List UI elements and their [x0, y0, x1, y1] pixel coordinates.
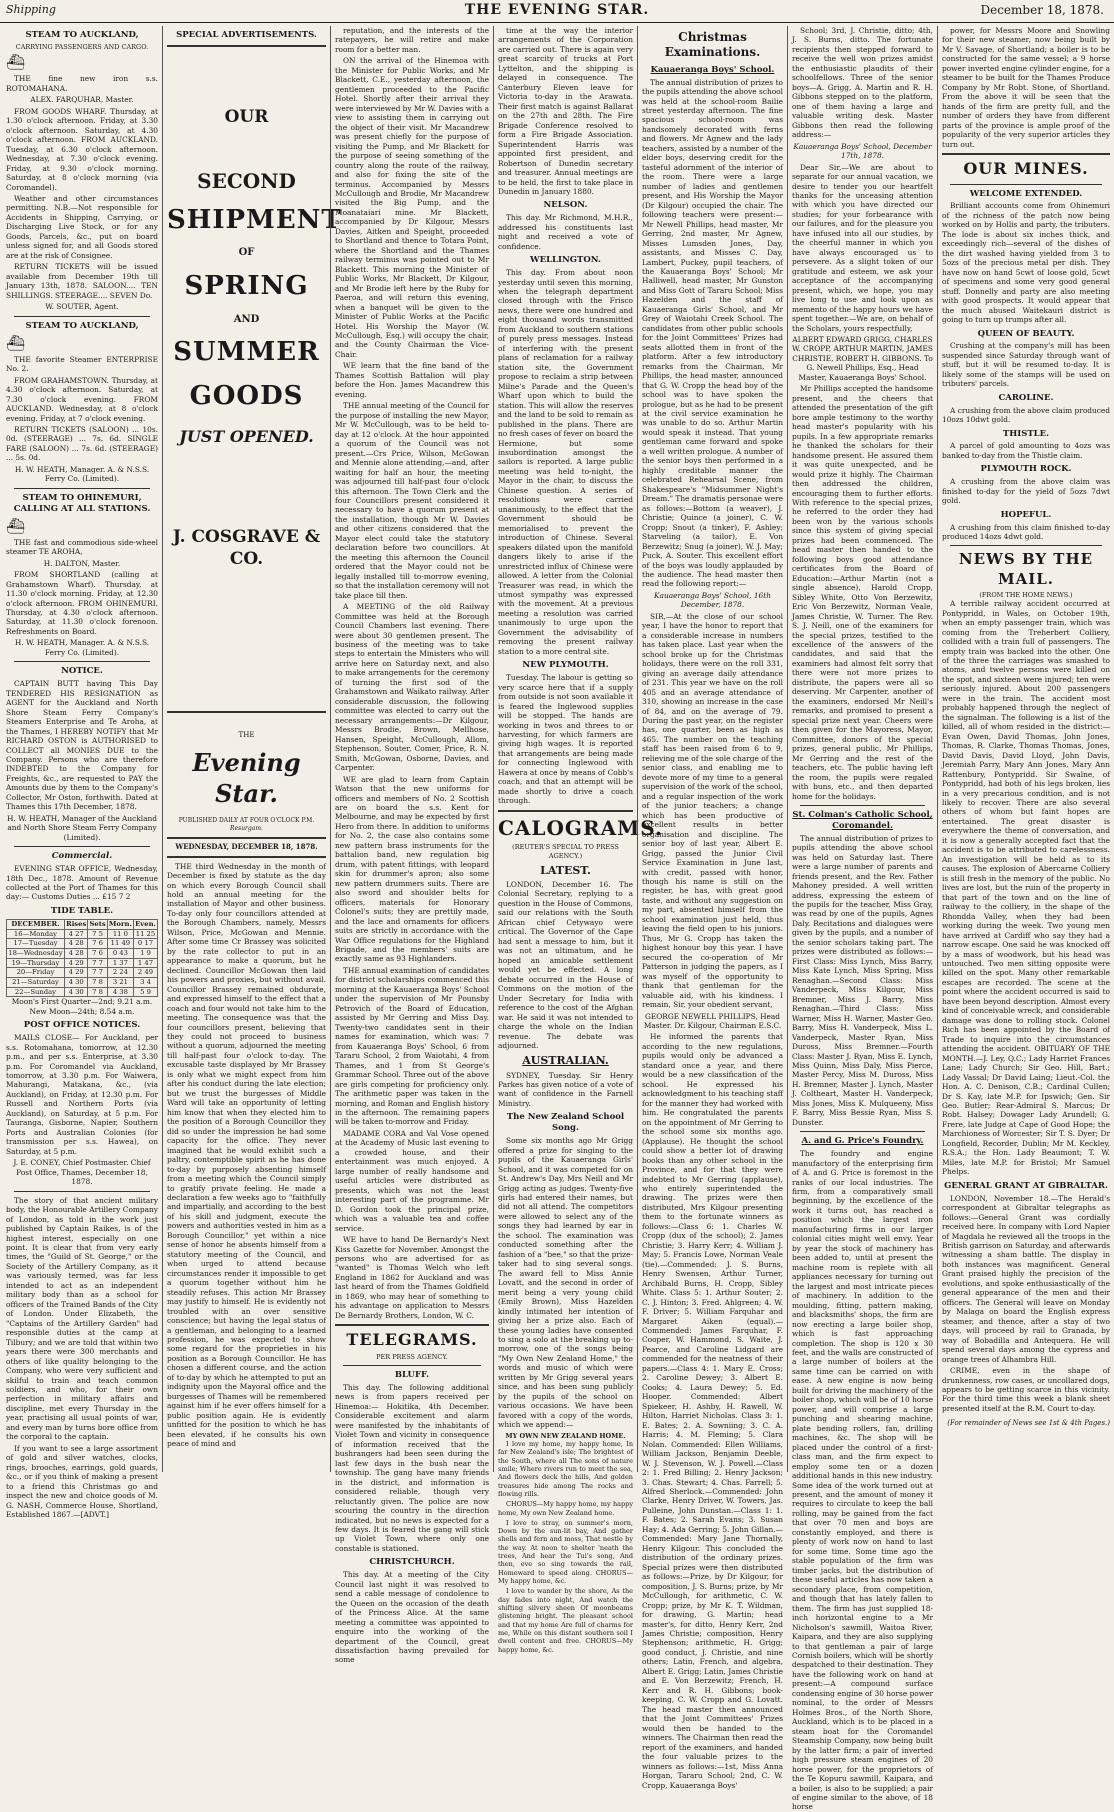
tide-cell: 7 7 [88, 958, 107, 968]
post-office-heading: POST OFFICE NOTICES. [23, 1020, 141, 1031]
tide-cell: 1 47 [133, 958, 157, 968]
new-plymouth-text: Tuesday. The labour is getting so very scarce here that if a supply from outside is not soon available it is feared the Inglewood supplies will be stopped. The hands are working in twos and threes to or harvesting, for which farmers are giving high wages. It is reported that arrangements are being made for connecting Inglewood with Hawera at once by means of Cobb's coach, and that an attempt will be made shortly to drive a coach through. [498, 673, 633, 806]
telegrams-heading: TELEGRAMS. [346, 1330, 478, 1350]
report-signature: GEORGE NEWELL PHILLIPS, Head Master. Dr. Kilgour, Chairman E.S.C. [643, 1011, 782, 1030]
heath-manager: H. W. HEATH, Manager. A. & N.S.S. Ferry Co. (Limited). [14, 464, 150, 484]
local-item: THE annual examination of candidates for district scholarships commenced this morning at the Kauaeranga Boys' School under the supervision of Mr Pounsby Petrovich of the Board of Education, assisted by Mr Gerring and Miss Day. Twenty-two candidates sent in their names for examination, which was: 7 from Kauaeranga Boys' School, 6 from Tararu School, 2 from Waiotahi, 4 from Thames, and 1 from St George's Grammar School. Three out of the above are girls competing for proficiency only. The arithmetic paper was taken in the morning, and Roman and English history in the afternoon. The remaining papers will be taken to-morrow and Friday. [335, 965, 489, 1127]
tide-cell: 7 6 [88, 939, 107, 949]
auckland-steam-subheading: CARRYING PASSENGERS AND CARGO. [15, 42, 149, 51]
tide-table [6, 919, 158, 998]
foundry-text: The foundry and engine manufactory of the enterprising firm of A. and G. Price is foremost in the ranks of our local industries. The firm, from a comparatively small beginning, by the excellence of the work it turns out, has reached a position which the largest iron manufacturing firms in our larger colonial cities might well envy. Year by year the stock of machinery has been added to, until at present the machine room is replete with all appliances necessary for turning out the largest and most intricate pieces of machinery. In addition to the moulding, fitting, pattern making, and blacksmiths' shops, the firm are now erecting a large boiler shop, which is fast approaching completion. The shop is 120 x 30 feet, and the walls are constructed of a large number of boilers at the same time can be carried on with ease. A new engine is now being built for driving the machinery of the boiler shop, which will be of 10 horse power, and will comprise a large punching and shearing machine, plate bending rollers, fan, drilling machines, &c. The shop will be placed under the control of a first-class man, and the firm expect to employ some ten or a dozen additional hands in this new industry. Some idea of the work turned out at present, and the amount of money it requires to circulate to keep the ball rolling, may be gained from the fact that over 70 men and boys are constantly employed, and there is plenty of work now on hand to last for some time. Some time ago the stable population of the firm was timber jacks, but the distribution of these useful articles has now taken a secondary place, from competition, and though that has lately fallen to them. The firm has just supplied 18-inch horizontal engine to a Mr Nicholson's sawmill, Waitoa River, Kaipara, and they are also supplying to that gentleman a pair of large Cornish boilers, which will be shortly despatched to their destination. They have the following work on hand at present:—A compound surface condensing engine of 30 horse power nominal, to the order of Messrs Holmes Bros., of the North Shore, Auckland, which is to be placed in a steam boat for the Coromandel Steamship Company, now being built by the latter firm; a pair of inverted high pressure steam engines of 20 horse power, for the proprietors of the Te Kopuru sawmill, Kaipara, and a boiler, is also to be supplied; a pair of engine similar to the above, of 18 horse [792, 1149, 933, 1812]
news-by-mail-heading: NEWS BY THE MAIL. [958, 550, 1094, 588]
tide-col: Even. [135, 919, 156, 928]
leader-article: THE third Wednesday in the month of December is fixed by statute as the day on which every Borough Council shall hold an annual meeting for the installation of Mayor and other business. To-day only four councillors attended at the Borough Chambers, namely, Messrs Wilson, Price, McGowan and Mennie. After some time Cr Brassey was solicited by the rate collector to put in an appearance to make a quorum, but he declined. Councillor McGowan then laid his powers and proxies, but without avail. Councillor Brassey remained obdurate, and expressed himself to the effect that a coach and four would not take him to the meeting. The consequence was that the four councillors present, believing that they could not proceed to business without a quorum, adjourned the meeting till half-past four o'clock to-day. The excusable taste displayed by Mr Brassey is only what we might expect from him after his conduct during the late election; but we trust the burgesses of Middle Ward will take an opportunity of letting him know that when they elected him to the position of a Borough Councillor they did so under the impression he had some capacity for the office. They never imagined that he would exhibit such a paltry, contemptible spirit as he has done to-day by purposely absenting himself from a meeting which the Council simply to gratify private feeling. He made a declaration a few weeks ago to "faithfully and impartially, and according to the best of his skill and judgment, execute the powers and authorities vested in him as a Borough Councillor," yet within a nice sense of honor he absents himself from a statutory meeting of the Council, and when urged to attend because circumstances render it impossible to get a quorum together without him he steadily refuses. This action Mr Brassey may justify to himself. He is evidently not troubled with an over sensitive conscience; but having the legal status of a gentleman, and belonging to a learned profession, he was expected to show some regard for the proprieties in his position as a Borough Councillor. He has chosen a different course, and the action of to-day by which he attempted to put an indignity upon the Mayoral office and the burgesses of Thames will be remembered against him if he ever offers himself for a public position again. He is evidently unfitted for the position to which he has been elevated, if he consults his own peace of mind and [167, 861, 326, 1449]
section-label: Shipping [6, 3, 56, 16]
heath-manager-2: H. W. HEATH, Manager. A. & N.S.S. Ferry Co. (Limited). [14, 638, 150, 657]
mine-text: Crushing at the company's mill has been suspended since Saturday through want of stuff, but it will be resumed to-day. It is likely some of the stamps will be used on tributers' parcels. [942, 341, 1110, 389]
tide-cell: 0 43 [107, 948, 133, 958]
tide-row [7, 977, 158, 987]
tide-cell: 4 28 [64, 939, 87, 949]
ad-word: OF [238, 247, 255, 259]
ad-word: SUMMER [173, 337, 320, 368]
tide-cell: 11 0 [107, 929, 133, 939]
song-verse: I love my home, my happy home, In far New Zealand's isle; The brightest of the South, where all The sons of nature smile; Where rivers run to meet the sea, And flowers deck the hills, And golden treasures hide among The rocks and flowing rills. [498, 1440, 633, 1498]
tide-cell: 0 17 [133, 939, 157, 949]
ship-te-aroha: THE fast and commodious side-wheel steamer TE AROHA, [6, 537, 158, 557]
mine-heading: HOPEFUL. [1000, 509, 1052, 520]
presentation-text: Mr Phillips accepted the handsome present, and the cheers that attended the presentation of the gift bore ample testimony to the worthy head master's popularity with his pupils. In a few appropriate remarks he thanked the scholars for their handsome present. He assured them it was quite unexpected, and he would prize it highly. The Chairman then addressed the children, encouraging them to further efforts. With reference to the special prizes, he referred to the order they had been won by the various schools since this system of giving special prizes had been commenced. The head master then handed to the following boys good attendance certificates from the Board of Education:—Arthur Martin (not a single absence), Harold Cropp, Sibley White, Otto Von Berzewitz, Eric Von Berzewitz, Norman Veale, James Christie, W. Turner. The Rev. S. J. Neill, one of the examiners for the special prizes, testified to the excellence of the answers of the candidates, and said that the examiners had almost felt sorry that there were not more prizes to distribute, the papers were all so deserving. Mr Carpenter, another of the examiners, endorsed Mr Neill's remarks, and promised to present a special prize next year. Cheers were then given for the Mayoress, Mayor, Committee, donors of the special prizes, general public, Mr Phillips, Mr Gerring and the rest of the teachers, etc. The public having left the room, the pupils were regaled with buns, etc., and then departed home for the holidays. [792, 384, 933, 801]
te-aroha-schedule: FROM SHORTLAND (calling at Grahamstown Wharf). Thursday, at 11.30 o'clock morning. Friday, at 12.30 o'clock afternoon. FROM OHINEMURI. Thursday, at 4.30 o'clock afternoon. Saturday, at 11.30 o'clock forenoon. Refreshments on Board. [6, 570, 158, 636]
school-song-text: Some six months ago Mr Grigg offered a prize for singing to the pupils of the Kauaeranga Girls' School, and it was competed for on St. Andrew's Day, Mrs Neill and Mr Grigg acting as judges. Twenty-five girls had entered their names, but did not all attend. The competitors were allowed to select any of the songs they had learned by ear in the school. The examination was conducted something after the fashion of a "bee," so that the prize-taker had to sing several songs. The award fell to Miss Annie Lovatt, and the second in order of merit being a very young child (Emily Brown), Miss Hazelden kindly intimated her intention of giving her a prize also. Each of these young ladies have consented to sing a solo at the breaking up to-morrow, one of the songs being "My Own New Zealand Home," the words and music of which were written by Mr Grigg several years since, and has been sung publicly by the pupils of the school on various occasions. We have been favored with a copy of the words, which we append:— [498, 1136, 633, 1430]
column-examinations [637, 26, 787, 1790]
australian-heading: AUSTRALIAN. [522, 1054, 609, 1068]
commercial-heading: Commercial. [51, 851, 113, 862]
tide-col: Sets [89, 919, 106, 928]
tide-row [7, 987, 158, 997]
footnote: (For remainder of News see 1st & 4th Pages.) [947, 1419, 1110, 1428]
column-local-news [330, 26, 493, 1665]
address-heading: Kauaeranga Boys' School, December 17th, 1878. [793, 141, 932, 161]
column-shipping [2, 26, 162, 1520]
tide-col: Morn. [108, 919, 132, 928]
ship-icon: ⛴ [6, 333, 26, 352]
news-by-mail-subheading: (FROM THE HOME NEWS.) [979, 590, 1073, 599]
bluff-heading: BLUFF. [394, 1370, 430, 1381]
ohinemuri-heading: STEAM TO OHINEMURI, CALLING AT ALL STATIONS. [13, 492, 151, 514]
artillery-story: The story of that ancient military body, the Honourable Artillery Company of London, as told in the work just published by Captain Raikes, is of the highest interest, especially on one point. It is clear that from very early times, the "Guild of St. George," or the Society of the Artillery Company, as it was variously termed, was far less intended to act as an independent military body than as a school for officers of the Trained Bands of the City of London. Under Elizabeth, the "Captains of the Artillery Garden" had responsible duties at the camp at Tilbury; and we are told that within two years there were 300 merchants and others of like quality belonging to the Company, who were very sufficient and skilful to train and teach common soldiers, and who, for their own perfection in military affairs and discipline, met every Thursday in the year, practising all usual points of war, and every man by turns bore office from the corporal to the captain. [6, 1195, 158, 1442]
paper-title: Evening Star. [192, 747, 301, 808]
tide-cell: 20—Friday [7, 968, 65, 978]
mine-text: Brilliant accounts come from Ohinemuri of the richness of the patch now being worked on by Hollis and party, the tributers. The lode is about six inches thick, and exceedingly rich—several of the dishes of the dirt washed having yielded from 3 to 5ozs of the precious metal per dish. They have now on hand 5cwt of loose gold, 5cwt of specimens and some very good general stuff. Donnelly and party are also meeting with good prospects. It would appear that the much abused Waitekauri district is going to turn up trumps after all. [942, 201, 1110, 325]
tide-row [7, 939, 158, 949]
local-item: MADAME CORA and Val Vose opened at the Academy of Music last evening to a crowded house, and their entertainment was much enjoyed. A large number of really handsome and useful articles were distributed as presents, which was not the least interesting part of the programme. Mr D. Gordon took the principal prize, which was a valuable tea and coffee service. [335, 1128, 489, 1233]
song-title: MY OWN NEW ZEALAND HOME. [505, 1431, 626, 1440]
ad-word: OUR [224, 106, 269, 127]
tide-cell: 7 6 [88, 948, 107, 958]
motto: Resurgam. [230, 824, 263, 832]
master-dalton: H. DALTON, Master. [43, 558, 121, 568]
notice-text: CAPTAIN BUTT having This Day TENDERED HIS RESIGNATION as AGENT for the Auckland and North Shore Steam Ferry Company's Steamers Enterprise and Te Aroha, at the Thames, I HEREBY NOTIFY that Mr RICHARD OSTON is AUTHORISED to COLLECT all MONIES DUE to the Company. Persons who are therefore INDEBTED to the Company for Freights, &c., are requested to PAY the Amounts due by them to the Company's Collector, Mr Oston, forthwith. Dated at Thames this 17th December, 1878. [6, 679, 158, 812]
tide-cell: 7 8 [88, 977, 107, 987]
calograms-subheading: (REUTER'S SPECIAL TO PRESS AGENCY.) [512, 843, 619, 860]
tide-cell: 18—Wednesday [8, 948, 63, 957]
local-item: ON the arrival of the Hinemoa with the Minister for Public Works, and Mr Blackett, C.E., yesterday afternoon, the gentlemen proceeded to the Pacific Hotel. Shortly after their arrival they were interviewed by Mr W. Davies with a view to assisting them in carrying out the object of their visit. Mr Macandrew was present chiefly for the purpose of visiting the Pump, and Mr Blackett for the purpose of seeing something of the country along the route of the railway, and also for fixing the site of the terminus. Accompanied by Messrs McCullough and Brodie, Mr Macandrew visited the Big Pump, and the Moanataiari mine. Mr Blackett, accompanied by Dr Kilgour, Messrs Davies, Aitken and Speight, proceeded to Shortland and thence to Totara Point, where the Shortland and the Thames railway terminus was pointed out to Mr Blackett. This morning the Minister of Public Works, Mr Blackett, Dr Kilgour, and Mr Brodie left here by the Ruby for Paeroa, and will return this evening, when a banquet will be given to the Minister of Public Works at the Pacific Hotel. His Worship the Mayor (W. McCullough, Esq.) will occupy the chair, and the County Chairman the Vice-Chair. [335, 56, 489, 359]
newspaper-title: THE EVENING STAR. [464, 2, 650, 18]
telegrams-subheading: PER PRESS AGENCY. [376, 1352, 448, 1361]
report-text: SIR,—At the close of our school year, I have the honor to report that a considerable increase in numbers has taken place. Last year when the school broke up for the Christmas holidays, there were on the roll 331, giving an average daily attendance of 231. This year we have on the roll 405 and an average attendance of 310, showing an increase in the case of 84, and on the average of 79. During the past year, on the register has, one quarter, been as high as 465. The number on the teaching staff has been raised from 6 to 9, relieving me of the sole charge of the senior class, and enabling me to devote more of my time to a general supervision of the work of the school, and a regular inspection of the work of the junior teachers; a change which has been productive of excellent results in better organisation and discipline. The senior boy of last year, Albert E. Grigg, passed the Junior Civil Service Examination in June last, with credit, passed with honor, though his name is still on the register, he has, with great good taste, and without any suggestion on my part, absented himself from the school examination just held, thus leaving the field open to his juniors. Thus, Mr G. Cropp has taken the highest honour boy this year. I have secured the co-operation of Mr Patterson in judging the papers, as I was myself of the opportunity to thank that gentleman for the valuable aid, with his kindness. I remain, Sir, your obedient servant, [642, 611, 783, 1010]
tide-col: DECEMBER. [7, 919, 65, 929]
tide-cell: 4 30 [64, 987, 87, 997]
return-tickets: RETURN TICKETS will be issued available from December 19th till January 13th, 1878. SALOON.... TEN SHILLINGS. STEERAGE.... SEVEN Do. [6, 262, 158, 300]
mine-text: A parcel of gold amounting to 4ozs was banked to-day from the Thistle claim. [942, 441, 1110, 460]
ad-word: SECOND [197, 168, 296, 193]
telegram-text: time at the way the interior arrangements of the Corporation are carried out. There is again very great scarcity of trucks at Port Lyttelton, and the shipping is delayed in consequence. The Canterbury Eleven leave for Victoria to-day in the Arawata. Their first match is against Ballarat on the 27th and 28th. The Fire Brigade Conference resolved to form a Fire Brigade Association. Superintendent Harris was appointed first president, and Robertson of Dunedin secretary and treasurer. Annual meetings are to be held, the first to take place in Dunedin in January 1880. [498, 26, 633, 196]
tide-row [7, 968, 158, 978]
prize-list: He informed the parents that according to the new regulations, pupils would only be advanced a standard once a year, and there would be a new classification of the school. He expressed his acknowledgment to his teaching staff for the manner they had worked with him. He congratulated the parents on the appointment of Mr Gerring to the school some six months ago. (Applause). He thought the school could show a better lot of drawing books than any other school in the Province, and for that they were indebted to Mr Gerring (applause), who entirely superintended the drawing. The prizes were then distributed, Mrs Kilgour presenting them to the fortunate winners as follows:—Class 6: 1. Charles W. Cropp (dux of the school); 2. James Christie; 3. Harry Kerr; 4. William J. May; 5. Francis Lowe, Norman Veale (tie).—Commended: J. S. Burns, Henry Swensen, Arthur Turner, Archibald Burns, H. Cropp, Sibley White. Class 5: 1. Arthur Souter; 2. C. J. Hinton; 3. Fred. Ahlgreen; 4. W. F. Driver; 5. William Farquhar and Margaret Aiken (equal).—Commended: James Farquhar, F. Cooper, W. Hammond, S. Waite, J. Pearce, and Caroline Lidgard are commended for the neatness of their papers.—Class 4: 1. Mary E. Cross; 2. Caroline Dewey; 3. Albert E. Cooks; 4. Laura Dewey; 5. Ed. Hooper. Commended: Albert Spiekeer, H. Ashby, H. Rawell, W. Hilton, Harriet Nicholas. Class 3: 1. E. Bates; 2. A. Sowniing; 3. C. A. Harris; 4. M. Fleming; 5. Clara Nolan. Commended: Ellen Williams, William Jackson, Benjamin Deeble, W. J. Stevenson, W. J. Powell.—Class 2: 1. Fred Billing; 2. Henry Jackson; 3. Chas. Stewart; 4. Chas. Farrell; 5. Alfred Sherlock.—Commended: John Clarke, Henry Driver, W. Towers, Jas. Pulleine, John Dunstan.—Class 1: 1. F. Bates; 2. Sarah Evans; 3. Susan Hay; 4. Ada Gerring; 5. John Gillan.—Commended: Mary Jane Thornally, Henry Kilgour. This concluded the distribution of the ordinary prizes. Special prizes were then distributed as follows:—Prize, by Dr Kilgour, for composition, J. S. Burns; prize, by Mr McCullough, for arithmetic, C. W. Cropp; prize, by Mr K. T. Wildman, for drawing, G. Martin; head master's, for ditto, Henry Kerr, 2nd James Christie; composition, Henry Stephenson; arithmetic, H. Grigg; good conduct, J. Christie, and nine others; Latin, French, and algebra, Albert E. Grigg; Latin, James Christie and E. Von Berzewitz; French, H. Kerr and R. H. Gibbons; book-keeping, C. W. Cropp and G. Lovatt. The head master then announced that the Joint Committees' Prizes would then be handed to the winners. The Chairman then read the report of the examiners, and handed the four valuable prizes to the winners as follows:—1st, Miss Anna Horgan, Tararu School; 2nd, C. W. Cropp, Kauaeranga Boys' [642, 1032, 783, 1790]
tide-row [7, 948, 158, 958]
tide-cell: 3 21 [107, 977, 133, 987]
tide-row [7, 958, 158, 968]
column-telegrams [493, 26, 663, 1654]
latest-heading: LATEST. [540, 863, 591, 877]
address-signature: ALBERT EDWARD GRIGG, CHARLES W. CROPP, ARTHUR MARTIN, JAMES CHRISTIE, ROBERT H. GIBBONS. To G. Newell Phillips, Esq., Head Master, Kauaeranga Boys' School. [792, 335, 933, 382]
exam-continued: School; 3rd, J. Christie, ditto; 4th, J. S. Burns, ditto. The fortunate recipients then stepped forward to receive the well won prizes amidst the enthusiastic plaudits of their schoolfellows. Three of the senior boys—A. Grigg, A. Martin and R. H. Gibbons stepped on to the platform, one of them having a large and valuable writing desk. Master Gibbons then read the following address:— [792, 26, 933, 140]
kauaeranga-boys-heading: Kauaeranga Boys' School. [650, 64, 775, 75]
mine-heading: PLYMOUTH ROCK. [980, 464, 1072, 475]
song-verse: I love to wander by the shore, As the day fades into night, And watch the shifting silvery sheen Of moonbeams glistening bright. The pleasant school and that my home Are full of charms for me, While on this distant southern soil I dwell content and free. CHORUS—My happy home, &c. [498, 1587, 633, 1654]
issue-date: December 18, 1878. [980, 3, 1104, 17]
local-item: WE learn that the fine band of the Thames Scottish Battalion will play before the Hon. James Macandrew this evening. [335, 361, 489, 399]
notice-heading: NOTICE. [61, 666, 103, 677]
enterprise-schedule: FROM GRAHAMSTOWN. Thursday, at 4.30 o'clock afternoon. Saturday, at 7.30 o'clock evening. FROM AUCKLAND. Wednesday, at 8 o'clock evening. Friday, at 7 o'clock evening. [6, 375, 158, 423]
tide-cell: 7 7 [88, 968, 107, 978]
tide-cell: 4 38 [107, 987, 133, 997]
song-verse: I love to stray, on summer's morn, Down by the sun-lit bay, And gather shells and fern and moss, That nestle by the way. At noon to shelter 'neath the trees, And hear the Tui's song, And then, eve so sing towards the rail, Homeward to speed along. CHORUS—My happy home, &c. [498, 1518, 633, 1585]
local-item: WE are glad to learn from Captain Watson that the new uniforms for officers and members of No. 2 Scottish are on board the s.s. Kent for Melbourne, and may be expected by first Hero from there. In addition to uniforms for No. 2, the case also contains some new pattern brass instruments for the battalion band, new regulation big drum, with patent fittings, with leopard skin for drummer's apron; also some new pattern drummers suits. There are also sword and shoulder belts for officers, materials for Honorary Colonel's suits; they are prettily made, and the lace and ornaments for officers suits are strictly in accordance with the War Office regulations for the Highland Brigade, and the members' suits are exactly same as 93 Highlanders. [335, 774, 489, 964]
mine-text: A crushing from the above claim was finished to-day for the yield of 5ozs 7dwt gold. [942, 477, 1110, 506]
tide-cell: 3 4 [133, 977, 157, 987]
tide-cell: 16—Monday [7, 929, 65, 939]
st-colman-heading: St. Colman's Catholic School, Coromandel. [792, 809, 933, 831]
master-farquhar: ALEX. FARQUHAR, Master. [30, 95, 134, 105]
exam-text: The annual distribution of prizes to the pupils attending the above school was held at the school-room Bailie street yesterday afternoon. The fine spacious school-room was handsomely decorated with ferns and flowers. Mr Agnew and the lady teachers, assisted by a number of the elder boys, deserving credit for the tasteful adornment of the interior of the room. There were a large number of ladies and gentlemen present, and His Worship the Mayor (Dr Kilgour) occupied the chair. The following teachers were present:—Mr Newell Phillips, head master, Mr Gerring, 2nd master, Mr Agnew, Misses Lumsden Jones, Day, assistants, and Misses C. Day, Lambert, Puckey, pupil teachers, of the Kauaeranga Boys' School; Mr Halliwell, head master, Mr Gunston and Miss Gott of Tararu School; Miss Hazelden and the staff of Kauaeranga Girls' School, and Mr Grey of Waiotahi Creek School. The candidates from other public schools for the Joint Committees' Prizes had seats allotted them in front of the platform. After a few introductory remarks from the Chairman, Mr Phillips, the head master, announced that G. W. Cropp the head boy of the school was to have spoken the prologue, but as he had to be present at the civil service examination he was unable to do so. Arthur Martin would speak it instead. That young gentleman came forward and spoke a well written prologue. A number of the senior boys then performed in a highly creditable manner the celebrated Rehearsal Scene, from Shakespeare's "Midsummer Night's Dream." The dramatis personae were as follows:—Bottom (a weaver), J. Christie; Quince (a joiner), C. W. Cropp; Snout (a tinker), F. Ashley; Starveling (a tailor), E. Von Berzewitz; Snug (a joiner), W. J. May; Puck, A. Souter. This excellent effort of the boys was loudly applauded by the audience. The head master then read the following report:— [642, 77, 783, 589]
song-chorus: CHORUS—My happy home, my happy home, My own New Zealand home. [498, 1500, 633, 1517]
mine-text: A crushing from the above claim produced 10ozs 10dwt gold. [942, 405, 1110, 425]
tide-cell: 4 29 [64, 968, 87, 978]
paper-the: THE [238, 730, 255, 739]
local-item: WE have to hand De Bernardy's Next Kiss Gazette for November. Amongst the persons who are advertised for as "wanted" is Thomas Welch who left England in 1862 for Auckland and was last heard of from the Thames Goldfield in 1869, who may hear of something to his advantage on application to Messrs De Bernardy Brothers, London, W. C. [335, 1235, 489, 1320]
tide-cell: 7 5 [88, 929, 107, 939]
column-special-ads [162, 26, 342, 1472]
australian-text: SYDNEY, Tuesday. Sir Henry Parkes has given notice of a vote of want of confidence in the Farnell Ministry. [498, 1070, 633, 1108]
school-song-heading: The New Zealand School Song. [506, 1112, 625, 1134]
souter-agent: W. SOUTER, Agent. [45, 302, 119, 312]
notice-signature: H. W. HEATH, Manager of the Auckland and North Shore Steam Ferry Company (Limited). [6, 813, 158, 842]
latest-text: LONDON, December 16. The Colonial Secretary, replying to a question in the House of Commons, said our relations with the South African chief Cetywayo were critical. The Governor of the Cape had sent a message to him, but it was not an ultimatum, and he hoped an amicable settlement would yet be effected. A long debate occurred in the House of Commons on the motion of the Under Secretary for India with reference to the cost of the Afghan war. He said it was not intended to charge the whole on the Indian revenue. The debate was adjourned. [498, 880, 633, 1050]
tide-cell: 4 30 [64, 977, 87, 987]
masthead [0, 0, 1114, 23]
new-plymouth-heading: NEW PLYMOUTH. [522, 660, 609, 671]
ad-word: AND [233, 313, 260, 325]
ship-rotomahana: THE fine new iron s.s. ROTOMAHANA. [6, 74, 158, 93]
local-item: reputation, and the interests of the ratepayers, he will retire and make room for a better man. [335, 26, 489, 54]
ad-word: JUST OPENED. [179, 426, 314, 446]
cosgrave-advert [167, 106, 342, 707]
tide-cell: 22—Sunday [7, 987, 65, 997]
nash-advert: If you want to see a large assortment of gold and silver watches, clocks, rings, brooches, earrings, gold guards, &c., or if you think of making a present to a friend this Christmas go and inspect the new and choice goods of M. G. NASH, Commerce House, Shortland, Established 1867.—[ADVT.] [6, 1443, 158, 1520]
tide-cell: 19—Thursday [7, 958, 65, 968]
tide-cell: 4 27 [64, 929, 87, 939]
tide-cell: 1 37 [107, 958, 133, 968]
postmaster-signature: J. E. CONEY, Chief Postmaster. Chief Post Office, Thames, December 18, 1878. [13, 1158, 151, 1187]
ad-word: SHIPMENT [167, 205, 342, 236]
nelson-text: This day. Mr Richmond, M.H.R., addressed his constituents last night and received a vote of confidence. [498, 213, 633, 251]
tide-cell: 4 29 [64, 958, 87, 968]
mine-heading: THISTLE. [1002, 428, 1050, 439]
address-text: Dear Sir,—We are about to separate for our annual vacation, we desire to tender you our heartfelt thanks for the unceasing attention with which you have directed our studies; for your forbearance with our failures, and for the pleasure you have infused into all our studies, by the cheerful manner in which you have always encouraged us to persevere. As a slight token of our gratitude and esteem, we ask your acceptance of the accompanying present, which, we hope, you may live long to use and look upon as memento of the happy hours we have spent together.—We are, on behalf of the Scholars, yours respectfully, [792, 162, 933, 333]
crime-text: CRIME, even in the shape of drunkenness, row cases, or uncollared dogs, appears to be getting scarce in this vicinity. For the third time this week a blank sheet presented itself at the R.M. Court to-day. [942, 1366, 1110, 1413]
local-item: THE annual meeting of the Council for the purpose of installing the new Mayor, Mr W. McCullough, was to be held to-day at 12 o'clock. At the hour appointed a quorum of the Council was not present.—Crs Price, Wilson, McGowan and Mennie alone attending,—and, after waiting for half an hour, the meeting was adjourned till half-past four o'clock this afternoon. The Town Clerk and the four Councillors present considered it necessary to have a quorum present at the installation, though Mr W. Davies and other citizens considered that the Mayor elect could take the statutory declaration before two councillors. At the meeting this afternoon the Council ordered that the Mayor could not be legally installed till to-morrow evening, so that the installation ceremony will not take place till then. [335, 401, 489, 600]
column-mines-news [937, 26, 1114, 1472]
wellington-heading: WELLINGTON. [530, 255, 601, 266]
tide-col: Rises [66, 919, 87, 928]
enterprise-fares: RETURN TICKETS (SALOON) ... 10s. 0d. (STEERAGE) ... 7s. 6d. SINGLE FARE (SALOON) ... 7s. 6d. (STEERAGE) ... 5s. 0d. [6, 424, 158, 463]
ad-word: GOODS [189, 380, 304, 411]
tide-cell: 1 9 [133, 948, 157, 958]
tide-cell: 2 24 [107, 968, 133, 978]
ship-icon: ⛴ [6, 53, 26, 72]
calograms-heading: CALOGRAMS. [498, 815, 663, 840]
rotomahana-schedule: FROM GOODS WHARF. Thursday, at 1.30 o'clock afternoon. Friday, at 3.30 o'clock afternoon. Saturday, at 4.30 o'clock afternoon. FROM AUCKLAND. Tuesday, at 6.30 o'clock afternoon. Wednesday, at 7.30 o'clock evening. Friday, at 9.30 o'clock morning. Saturday, at 8 o'clock morning (via Coromandel). [6, 106, 158, 192]
tide-cell: 4 28 [64, 948, 87, 958]
tide-header-row [7, 919, 158, 929]
gibraltar-text: LONDON, November 18.—The Herald's correspondent at Gibraltar telegraphs as follows:—General Grant was cordially received here. In company with Lord Napier of Magdala he reviewed all the troops in the British garrison on Saturday, and afterwards witnessing a sham battle. The display in both instances was magnificent. General Grant praised highly the precision of the evolutions, and spoke enthusiastically of the general appearance of the men and their officers. The General will leave on Monday by Malaga on board the English express steamer, and thence, after a stay of two days, will proceed by rail to Granada, by way of Bobadilla and Antequera. He will spend several days among the cypress and orange trees of Alhambra Hill. [942, 1193, 1110, 1364]
tide-cell: 21—Saturday [7, 977, 65, 987]
leader-dateline: WEDNESDAY, DECEMBER 18, 1878. [175, 841, 318, 851]
tide-cell: 7 8 [88, 987, 107, 997]
commercial-text: EVENING STAR OFFICE, Wednesday, 18th Dec., 1878. Amount of Revenue collected at the Port of Thames for this day:— Customs Duties ... £15 7 2 [6, 864, 158, 902]
tide-cell: 11 25 [133, 929, 157, 939]
ad-word: SPRING [184, 271, 309, 302]
tide-cell: 17—Tuesday [7, 939, 65, 949]
foundry-heading: A. and G. Price's Foundry. [801, 1136, 924, 1147]
mine-text: A crushing from this claim finished to-day produced 14ozs 4dwt gold. [942, 522, 1110, 541]
column-schools-foundry [787, 26, 937, 1812]
foundry-continued: power, for Messrs Moore and Snowling for their new steamer, now being built by Mr V. Savage, of Shortland; a boiler is to be constructed for the same vessel; a 9 horse power inverted engine cylinder engine, for a steamer to be built for the Thames Produce Company by Mr Robt. Stone, of Shortland. From the above it will be seen that the hands of the firm are pretty full, and the number of orders they have from different parts of the province is ample proof of the popularity of the very superior articles they turn out. [942, 26, 1110, 149]
tide-row [7, 929, 158, 939]
ad-firm-name: J. COSGRAVE & CO. [172, 527, 321, 570]
local-item: A MEETING of the old Railway Committee was held at the Borough Council Chambers last evening. There were about 30 gentlemen present. The business of the meeting was to take steps to entertain the Ministers who will arrive here on Saturday next, and also to make arrangements for the ceremony of turning the first sod of the Grahamstown and Waikato railway. After considerable discussion, the following committee was elected to carry out the necessary arrangements:—Dr Kilgour, Messrs Brodie, Brown, Mellhose, Hansen, Speight, McCullough, Allom, Stephenson, Souter, Comer, Price, R. N. Smith, McGowan, Osborne, Davies, and Carpenter. [335, 602, 489, 773]
tide-table-heading: TIDE TABLE. [50, 905, 114, 916]
post-office-text: MAILS CLOSE— For Auckland, per s.s. Rotomahana, tomorrow, at 12.30 p.m., and per s.s. Enterprise, at 3.30 p.m. For Coromandel via Auckland, tomorrow, at 3.30 p.m. For Waiwera, Mahurangi, Matakana, &c., (via Auckland), on Friday, at 12.30 p.m. For Russell and Northern Ports (via Auckland), on Saturday, at 5 p.m. For Tauranga, Gisborne, Napier, Southern Ports and Australian Colonies (for transmission per s.s. Hawea), on Saturday, at 5 p.m. [6, 1033, 158, 1156]
gibraltar-heading: GENERAL GRANT AT GIBRALTAR. [944, 1180, 1108, 1191]
tide-cell: 5 9 [133, 987, 157, 997]
published-line: PUBLISHED DAILY AT FOUR O'CLOCK P.M. [178, 817, 315, 825]
auckland-steam-heading-2: STEAM TO AUCKLAND, [25, 320, 139, 331]
tide-cell: 11 49 [107, 939, 133, 949]
tide-cell: 2 49 [133, 968, 157, 978]
bluff-text: This day. The following additional news is from papers received per Hinemoa:— Hokitika, 4th December. Considerable excitement and alarm were manifested by the inhabitants of Violet Town and vicinity in consequence of information received that the bushrangers had been seen during the last few days in the bush near the township. The gang have many friends in the district, and information is considered reliable, though very reluctantly given. The police are now scouring the country in the direction indicated, but no news is expected for a few days. It is feared the gang will stick up Violet Town, where only one constable is stationed. [335, 1382, 489, 1553]
christchurch-text: This day. At a meeting of the City Council last night it was resolved to send a cable message of condolence to the Queen on the occasion of the death of the Princess Alice. At the same meeting a committee was appointed to enquire into the working of the department of the Council, great dissatisfaction having prevailed for some [335, 1570, 489, 1665]
st-colman-text: The annual distribution of prizes to pupils attending the above school was held on Saturday last. There were a large number of parents and friends present, and the Rev. Father Mahoney presided. A well written address, expressing the esteem of the pupils for the teacher, Miss Gray, was read by one of the pupils, Agnes Daly. Recitations and dialogues were given by the pupils, and a number of the senior scholars taking part. The prizes were distributed as follows:—First Class: Miss Lynch, Miss Barry, Miss Kate Lynch, Miss Spring, Miss Renaghan.—Second Class: Miss Vanderpeck, Miss Kilgour, Miss Bremner, Miss J. Barry, Miss Renaghan.—Third Class: Miss Warner, Miss H. Warner, Master Geo. Barry, Miss H. Vanderpeck, Miss L. Vanderpeck, Master Ryan, Miss Duross, Miss Bremner.—Fourth Class: Master J. Ryan, Miss E. Lynch, Miss Quinn, Miss Daly, Miss Pierce, Master Percy, Miss M. Duross, Miss H. Bremner, Master J. Lynch, Master J. Coltheart, Master H. Vanderpeck, Miss Jones, Miss K. Mulqueeny, Miss F. Barry, Miss Bessie Ryan, Miss S. Dunster. [792, 833, 933, 1127]
ship-icon: ⛴ [6, 516, 26, 535]
auckland-steam-heading: STEAM TO AUCKLAND, [25, 30, 139, 40]
wellington-text: This day. From about noon yesterday until seven this morning, when the telegraph department closed through with the Frisco news, there were one hundred and eight thousand words transmitted from Auckland to southern stations of purely press messages. Instead of interfering with the present plans of reclamation for a railway station site, the Government propose to reclaim a strip between Milne's Parade and the Queen's Wharf upon which to build the station. This will allow the reserves and the land to be sold to remain as published in the plans. There are no fresh cases of fever on board the Hermione, but some insubordination amongst the sailors is reported. A large public meeting was held to-night, the Mayor in the chair, to discuss the Chinese question. A series of resolutions were carried unanimously, to the effect that the Government should be memorialised to prevent the introduction of Chinese. Several speakers dilated upon the manifold dangers likely to arise if the unrestricted influx of Chinese were allowed. A letter from the Colonial Treasurer was read, in which the utmost sympathy was expressed with the movement. At a previous meeting a resolution was carried unanimously to urge upon the Government the advisability of removing the present railway station to a more central site. [498, 268, 633, 656]
nelson-heading: NELSON. [543, 200, 588, 211]
news-text: A terrible railway accident occurred at Pontypridd, in Wales, on October 19th, when an empty passenger train, which was coming from the Treherbert Colliery, collided with a train full of passengers. The empty train was backed into the other. One of the three the carriages was smashed to atoms, and twelve persons were killed on the spot, and sixteen were injured; ten were seriously injured. About 200 passengers were in the train. The accident most probably happened through the neglect of the signalman. The following is a list of the killed, all of whom resided in the district:—Evan Owen, David Thomas, John Jones, Thomas, R. Clarke, Thomas Thomas, Jones, David Davis, David Lloyd, John Davis, Jeremiah Parry, Mary Ann Jones, Mary Ann Rattenbury, Pontypridd. Sir Swalne, of Pontypridd, had both of his legs broken, lies in a very precarious condition, and is not likely to recover. There are also several others of whom but faint hopes are entertained. The great disaster is everywhere the theme of conversation, and it is now a generally accepted fact that the accident is to be attributed to carelessness. An investigation will be held as to its causes. The explosion of Abercarne Colliery is still fresh in the memory of the public. No lives are lost, but the ruin of the property in that part of the town and on the line of railway to the colliery, in the shape of the Rhondda Valley, when they had been working during the week. Two young men have arrived at Cardiff who say they had a narrow escape. One said he was knocked off by a mass of woodwork, but his head was untouched. Two men sitting opposite were killed on the spot. Many other remarkable escapes are recorded. The scene at the point where the accident occurred is said to have been beyond description. Almost every kind of conceivable wreck, and considerable damage was done to rolling stock. Colonel Rich has been appointed by the Board of Trade to inquire into the circumstances attending the accident. OBITUARY OF THE MONTH.—J. Ley, Q.C.; Lady Harriet Frances Lane; Lady Church; Sir Geo. Hill, Bart.; Lady Vassal; Dr David Laing; Lieut.-Col. the Hon. A. C. Denison, C.B.; Cardinal Cullen; Dr S. Kay, late M.P. for Ipswich; Gen. Sir Geo. Butler; Rear-Admiral S. Marcus; Dr Robt. Halsey; Dowager Lady Arundell; G. Frere, late Judge at Cape of Good Hope; the Marchioness of Worcester; Sir T. S. Dyer; Dr Longfield, Recorder, Dublin; Mr M. Keckley, R.S.A.; the Hon. Lady Beaumont; T. W. Miles, late M.P. for Bristol; Mr Samuel Phelps. [942, 599, 1110, 1177]
mine-heading: WELCOME EXTENDED. [969, 188, 1083, 199]
report-heading: Kauaeranga Boys' School, 16th December, 1878. [654, 590, 771, 610]
mine-heading: CAROLINE. [998, 392, 1054, 403]
our-mines-heading: OUR MINES. [963, 159, 1089, 179]
special-ads-heading: SPECIAL ADVERTISEMENTS. [176, 30, 317, 40]
ship-enterprise: THE favorite Steamer ENTERPRISE No. 2. [6, 354, 158, 374]
christchurch-heading: CHRISTCHURCH. [369, 1557, 455, 1568]
shipping-disclaimer: Weather and other circumstances permitting. N.B.—Not responsible for Accidents in Shipping, Carrying, or Discharging Live Stock, or for any Goods, Parcels, &c., put on board unless signed for, and all Goods stored are at the risk of Consignee. [6, 194, 158, 260]
mine-heading: QUEEN OF BEAUTY. [977, 328, 1075, 339]
moon-note: Moon's First Quarter—2nd; 9.21 a.m. New Moon—24th; 8.54 a.m. [11, 997, 153, 1016]
christmas-exams-heading: Christmas Examinations. [664, 30, 761, 60]
